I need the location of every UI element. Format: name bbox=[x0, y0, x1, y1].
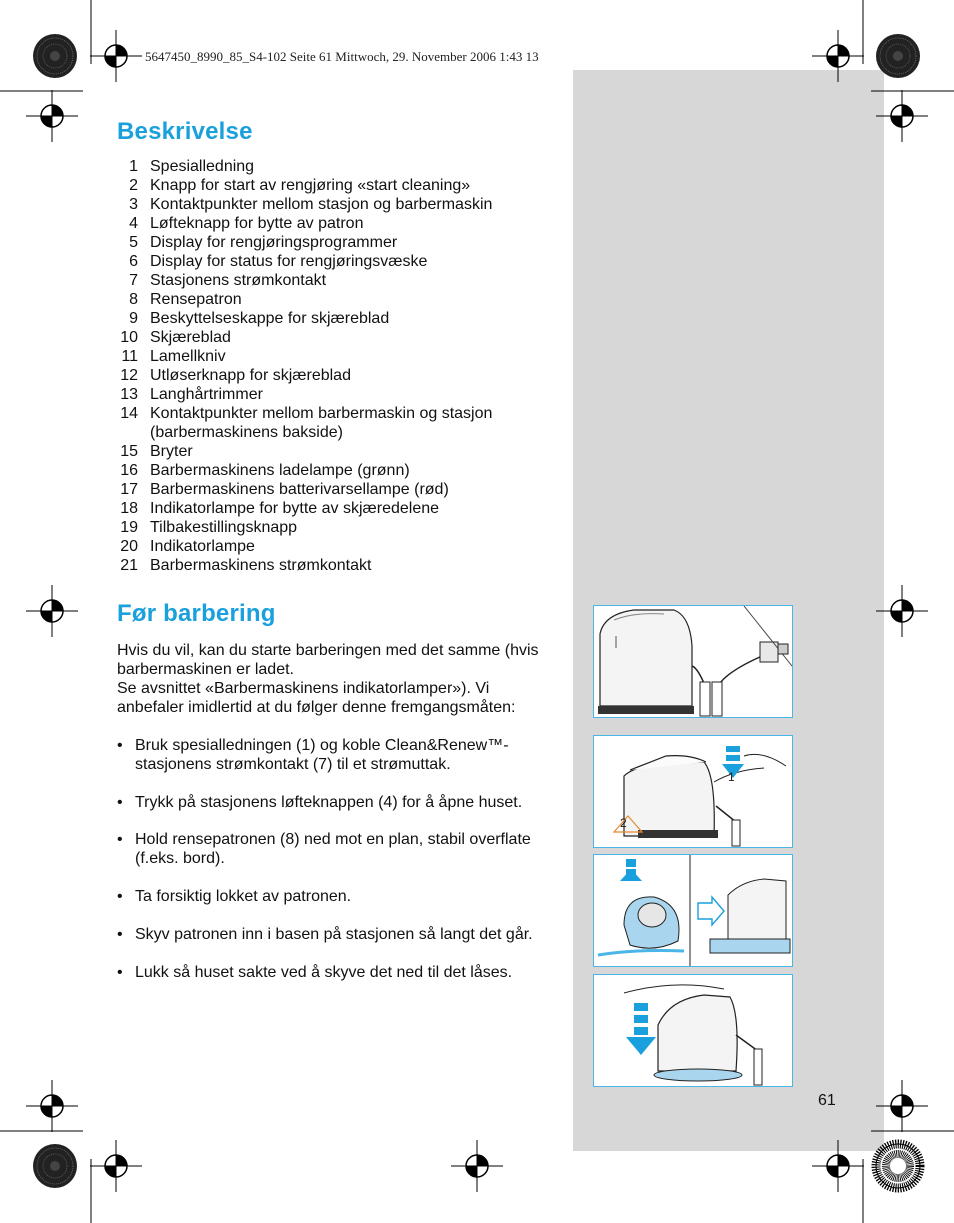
list-item: 12 Utløserknapp for skjæreblad bbox=[120, 367, 351, 384]
list-item: 1 Spesialledning bbox=[129, 158, 255, 175]
list-item: 8 Rensepatron bbox=[129, 291, 242, 308]
list-item: 6 Display for status for rengjøringsvæske bbox=[129, 253, 428, 270]
step-label-1: 1 bbox=[728, 770, 735, 784]
intro-text bbox=[117, 641, 557, 717]
list-item: 21 Barbermaskinens strømkontakt bbox=[120, 557, 372, 574]
list-item: 14 Kontaktpunkter mellom barbermaskin og stasjon (barbermaskinens bakside) bbox=[120, 405, 493, 441]
list-item: • Trykk på stasjonens løfteknappen (4) for å åpne huset. bbox=[117, 794, 523, 811]
list-item: • Skyv patronen inn i basen på stasjonen så langt det går. bbox=[117, 926, 533, 943]
step-label-2: 2 bbox=[620, 816, 627, 830]
list-item: 9 Beskyttelseskappe for skjæreblad bbox=[129, 310, 390, 327]
intro-paragraph-1: Hvis du vil, kan du starte barberingen med det samme (hvis barbermaskinen er ladet. bbox=[117, 642, 539, 678]
close-station-illustration bbox=[593, 974, 793, 1087]
list-item: 17 Barbermaskinens batterivarsellampe (rød) bbox=[120, 481, 449, 498]
print-header: 5647450_8990_85_S4-102 Seite 61 Mittwoch, 29. November 2006 1:43 13 bbox=[145, 49, 539, 64]
list-item: • Bruk spesialledningen (1) og koble Clean&Renew™-stasjonens strømkontakt (7) til et strømuttak. bbox=[117, 737, 509, 773]
list-item: 19 Tilbakestillingsknapp bbox=[120, 519, 298, 536]
section-title-description: Beskrivelse bbox=[117, 118, 253, 145]
parts-list bbox=[110, 157, 570, 575]
list-item: 4 Løfteknapp for bytte av patron bbox=[129, 215, 364, 232]
list-item: 16 Barbermaskinens ladelampe (grønn) bbox=[120, 462, 410, 479]
open-station-illustration bbox=[593, 735, 793, 848]
list-item: 2 Knapp for start av rengjøring «start cleaning» bbox=[129, 177, 471, 194]
list-item: 3 Kontaktpunkter mellom stasjon og barbermaskin bbox=[129, 196, 493, 213]
list-item: 5 Display for rengjøringsprogrammer bbox=[129, 234, 398, 251]
list-item: • Ta forsiktig lokket av patronen. bbox=[117, 888, 352, 905]
power-cord-illustration bbox=[593, 605, 793, 718]
list-item: 7 Stasjonens strømkontakt bbox=[129, 272, 327, 289]
list-item: • Lukk så huset sakte ved å skyve det ned til det låses. bbox=[117, 964, 513, 981]
list-item: 18 Indikatorlampe for bytte av skjæredelene bbox=[120, 500, 440, 517]
cartridge-illustration bbox=[593, 854, 793, 967]
list-item: 10 Skjæreblad bbox=[120, 329, 231, 346]
list-item: 20 Indikatorlampe bbox=[120, 538, 255, 555]
list-item: 13 Langhårtrimmer bbox=[120, 386, 263, 403]
intro-paragraph-2: Se avsnittet «Barbermaskinens indikatorlamper»). Vi anbefaler imidlertid at du følger denne fremgangsmåten: bbox=[117, 680, 516, 716]
list-item: • Hold rensepatronen (8) ned mot en plan, stabil overflate (f.eks. bord). bbox=[117, 831, 531, 867]
list-item: 11 Lamellkniv bbox=[121, 348, 226, 365]
list-item: 15 Bryter bbox=[120, 443, 193, 460]
section-title-before-shaving: Før barbering bbox=[117, 600, 276, 627]
page-number: 61 bbox=[818, 1092, 836, 1109]
